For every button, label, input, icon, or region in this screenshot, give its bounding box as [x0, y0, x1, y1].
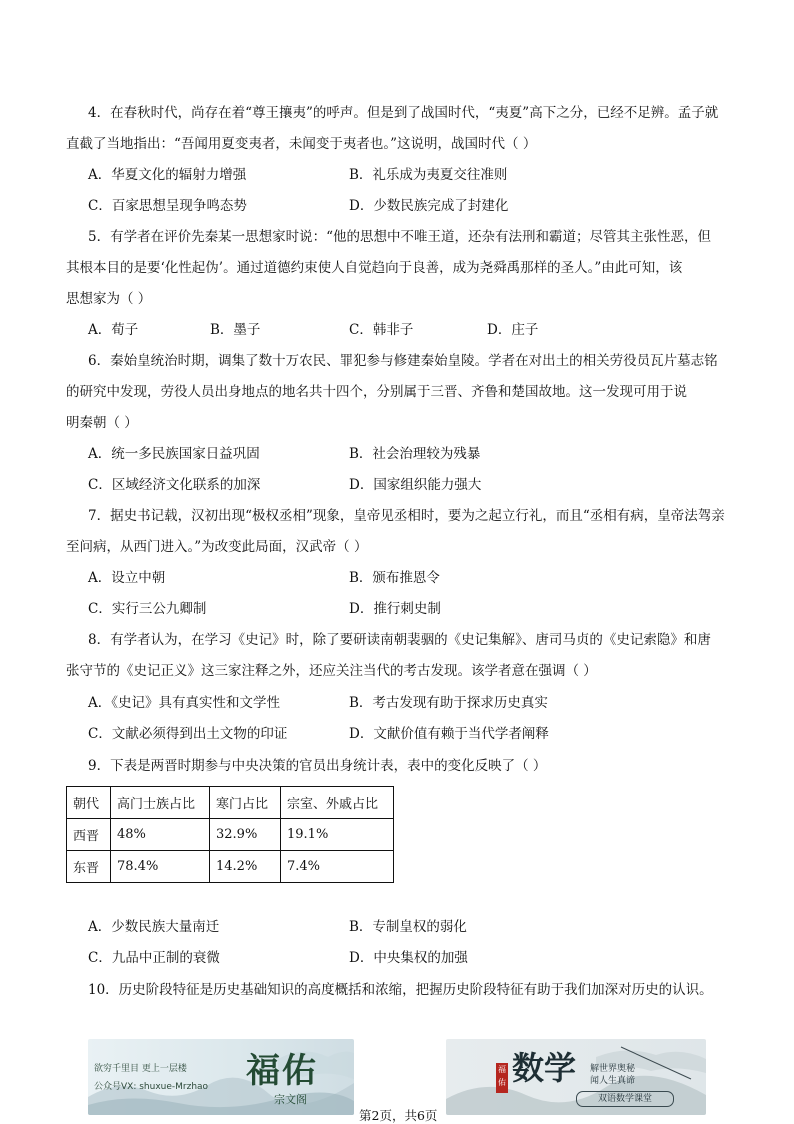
table-header-cell: 寒门占比: [210, 787, 281, 819]
q6-stem-line1: 6．秦始皇统治时期，调集了数十万农民、罪犯参与修建秦始皇陵。学者在对出土的相关劳役员瓦片墓志铭: [88, 353, 718, 369]
q5-option-c: C．韩非子: [349, 322, 414, 338]
q4-option-d: D．少数民族完成了封建化: [349, 198, 509, 214]
banner-right-ribbon: 双语数学课堂: [576, 1091, 674, 1107]
table-cell: 东晋: [67, 851, 111, 883]
q5-stem-line1: 5．有学者在评价先秦某一思想家时说：“他的思想中不唯王道，还杂有法刑和霸道；尽管其主张性恶，但: [88, 229, 711, 245]
banner-left-subtitle: 宗文阁: [274, 1093, 307, 1106]
q7-stem-line1: 7．据史书记载，汉初出现“极权丞相”现象，皇帝见丞相时，要为之起立行礼，而且“丞相有病，皇帝法驾亲: [88, 508, 725, 524]
q10-stem-line1: 10．历史阶段特征是历史基础知识的高度概括和浓缩，把握历史阶段特征有助于我们加深对历史的认识。: [88, 982, 713, 998]
q6-option-d: D．国家组织能力强大: [349, 477, 482, 493]
seal-stamp: 福佑: [496, 1063, 508, 1093]
table-header-cell: 宗室、外戚占比: [281, 787, 394, 819]
q4-option-a: A．华夏文化的辐射力增强: [88, 167, 247, 183]
q4-option-b: B．礼乐成为夷夏交往准则: [349, 167, 508, 183]
q9-stem-line1: 9．下表是两晋时期参与中央决策的官员出身统计表，表中的变化反映了（ ）: [88, 758, 547, 774]
q9-option-d: D．中央集权的加强: [349, 950, 468, 966]
promo-banner-right: [446, 1039, 706, 1115]
table-cell: 19.1%: [281, 819, 394, 851]
banner-right-calligraphy: 数学: [512, 1049, 577, 1087]
q8-option-c: C．文献必须得到出土文物的印证: [88, 726, 288, 742]
q4-stem-line1: 4．在春秋时代，尚存在着“尊王攘夷”的呼声。但是到了战国时代，“夷夏”高下之分，已经不足辨。孟子就: [88, 105, 719, 121]
q6-option-a: A．统一多民族国家日益巩固: [88, 446, 260, 462]
q7-option-d: D．推行刺史制: [349, 601, 441, 617]
table-header-cell: 朝代: [67, 787, 111, 819]
table-header-row: [67, 787, 394, 819]
q8-option-d: D．文献价值有赖于当代学者阐释: [349, 726, 549, 742]
table-row: [67, 851, 394, 883]
q6-stem-line3: 明秦朝（ ）: [66, 415, 138, 431]
table-header-cell: 高门士族占比: [111, 787, 210, 819]
banner-right-motto1: 解世界奥秘: [590, 1064, 636, 1074]
q7-option-b: B．颁布推恩令: [349, 570, 440, 586]
q5-option-b: B．墨子: [210, 322, 261, 338]
q5-option-d: D．庄子: [487, 322, 539, 338]
banner-left-calligraphy: 福佑: [246, 1051, 318, 1091]
q7-option-a: A．设立中朝: [88, 570, 166, 586]
banner-left-contact: 公众号VX: shuxue-Mrzhao: [94, 1082, 209, 1092]
q8-option-a: A．《史记》具有真实性和文学性: [88, 695, 280, 711]
q5-stem-line2: 其根本目的是要‘化性起伪’。通过道德约束使人自觉趋向于良善，成为尧舜禹那样的圣人。”由此可知，该: [66, 260, 683, 276]
q9-option-a: A．少数民族大量南迁: [88, 919, 220, 935]
q9-option-b: B．专制皇权的弱化: [349, 919, 467, 935]
q4-stem-line2: 直截了当地指出：“吾闻用夏变夷者，未闻变于夷者也。”这说明，战国时代（ ）: [66, 136, 537, 152]
table-row: [67, 819, 394, 851]
q7-stem-line2: 至问病，从西门进入。”为改变此局面，汉武帝（ ）: [66, 539, 368, 555]
page-number: 第2页，共6页: [359, 1108, 438, 1123]
promo-banner-left: [88, 1039, 354, 1115]
table-cell: 7.4%: [281, 851, 394, 883]
q4-option-c: C．百家思想呈现争鸣态势: [88, 198, 247, 214]
q7-option-c: C．实行三公九卿制: [88, 601, 207, 617]
banner-left-slogan: 欲穷千里目 更上一层楼: [94, 1064, 187, 1074]
table-cell: 32.9%: [210, 819, 281, 851]
table-cell: 48%: [111, 819, 210, 851]
officials-origin-table: [66, 786, 394, 883]
banner-right-motto2: 闻人生真谛: [590, 1076, 636, 1086]
table-cell: 78.4%: [111, 851, 210, 883]
q6-stem-line2: 的研究中发现，劳役人员出身地点的地名共十四个，分别属于三晋、齐鲁和楚国故地。这一发现可用于说: [66, 384, 687, 400]
q5-stem-line3: 思想家为（ ）: [66, 291, 152, 307]
table-cell: 西晋: [67, 819, 111, 851]
q6-option-c: C．区域经济文化联系的加深: [88, 477, 261, 493]
q8-stem-line2: 张守节的《史记正义》这三家注释之外，还应关注当代的考古发现。该学者意在强调（ ）: [66, 663, 597, 679]
table-cell: 14.2%: [210, 851, 281, 883]
q5-option-a: A．荀子: [88, 322, 139, 338]
q8-stem-line1: 8．有学者认为，在学习《史记》时，除了要研读南朝裴骃的《史记集解》、唐司马贞的《史记索隐》和唐: [88, 632, 711, 648]
q8-option-b: B．考古发现有助于探求历史真实: [349, 695, 548, 711]
q6-option-b: B．社会治理较为残暴: [349, 446, 481, 462]
q9-option-c: C．九品中正制的衰微: [88, 950, 220, 966]
